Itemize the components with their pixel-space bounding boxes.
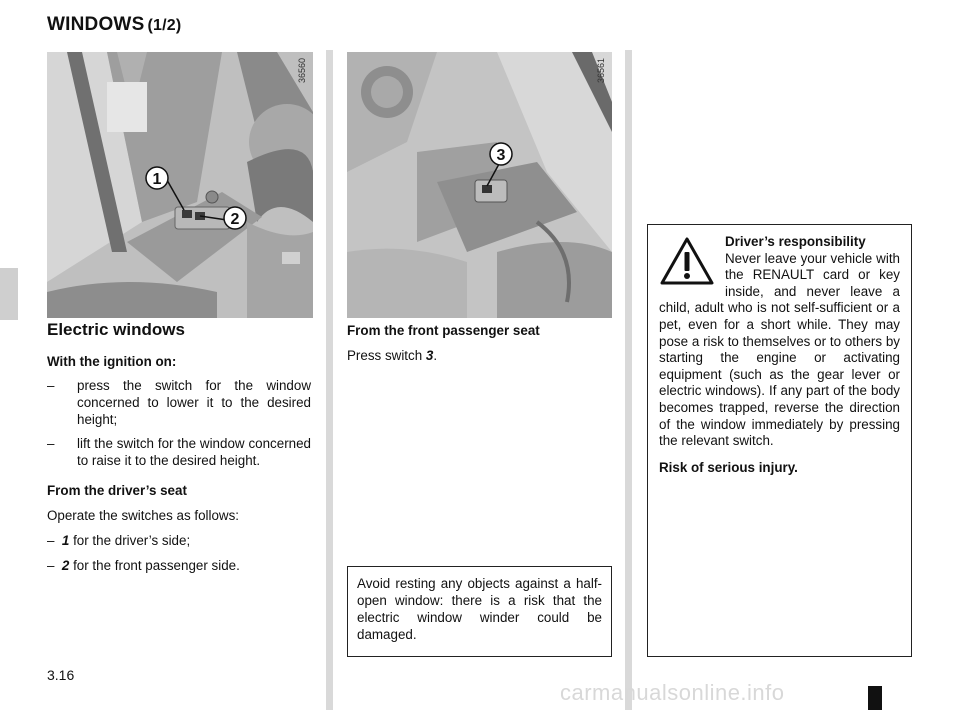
warning-footer: Risk of serious injury. xyxy=(659,459,798,475)
footer-marker xyxy=(868,686,882,710)
photo-passenger-door-switch xyxy=(347,52,612,318)
note-box xyxy=(347,566,612,657)
chapter-tab xyxy=(0,268,18,320)
passenger-seat-heading: From the front passenger seat xyxy=(347,323,540,338)
photo-driver-door-switches xyxy=(47,52,313,318)
list-item xyxy=(47,557,311,574)
switch-number: 2 xyxy=(61,558,70,573)
page-title xyxy=(47,14,181,36)
warning-triangle-icon xyxy=(659,236,715,286)
list-item xyxy=(47,377,311,428)
ignition-intro: With the ignition on: xyxy=(47,354,177,369)
warning-body: Never leave your vehicle with the RENAULT card or key inside, and never leave a child, adult who is not self-sufficient or a pet, even for a short while. They may pose a risk to themselves or to others by starting the engine or activating equipment (such as the gear lever or electric windows). If any part of the body becomes trapped, reverse the direction of the window immediately by pressing the relevant switch. xyxy=(659,250,900,449)
callout-3: 3 xyxy=(496,147,506,164)
page-number: 3.16 xyxy=(47,667,75,683)
callout-1: 1 xyxy=(152,171,162,188)
driver-seat-text: Operate the switches as follows: xyxy=(47,508,240,523)
warning-title: Driver’s responsibility xyxy=(725,234,866,249)
page-title-subtitle: (1/2) xyxy=(147,17,182,34)
switch-number: 3 xyxy=(425,348,434,363)
list-item-text: lift the switch for the window concerned to raise it to the desired height. xyxy=(77,436,311,468)
list-dash: – xyxy=(47,558,55,573)
section-heading: Electric windows xyxy=(47,320,185,339)
callout-2: 2 xyxy=(230,211,240,228)
warning-box xyxy=(647,224,912,657)
list-dash: – xyxy=(47,378,55,393)
list-item-text: for the driver’s side; xyxy=(69,533,191,548)
list-item xyxy=(47,532,311,549)
driver-door-illustration xyxy=(47,52,313,318)
column-separator-right xyxy=(625,50,632,710)
page-title-text: WINDOWS xyxy=(47,14,145,35)
list-item-text: for the front passenger side. xyxy=(69,558,240,573)
column-separator-left xyxy=(326,50,333,710)
watermark: carmanualsonline.info xyxy=(560,680,785,705)
passenger-door-illustration xyxy=(347,52,612,318)
left-text-column xyxy=(47,320,311,574)
middle-text-column xyxy=(347,322,611,364)
passenger-text-before: Press switch xyxy=(347,348,426,363)
list-item xyxy=(47,435,311,469)
driver-seat-heading: From the driver’s seat xyxy=(47,483,187,498)
photo-ref-right: 36561 xyxy=(596,58,606,84)
passenger-text-after: . xyxy=(433,348,438,363)
switch-number: 1 xyxy=(61,533,70,548)
note-text: Avoid resting any objects against a half-open window: there is a risk that the electric window winder could be damaged. xyxy=(357,576,602,642)
passenger-seat-text xyxy=(347,347,611,364)
photo-ref-left: 36560 xyxy=(297,58,307,84)
list-dash: – xyxy=(47,533,55,548)
list-dash: – xyxy=(47,436,55,451)
list-item-text: press the switch for the window concerned to lower it to the desired height; xyxy=(77,378,311,427)
